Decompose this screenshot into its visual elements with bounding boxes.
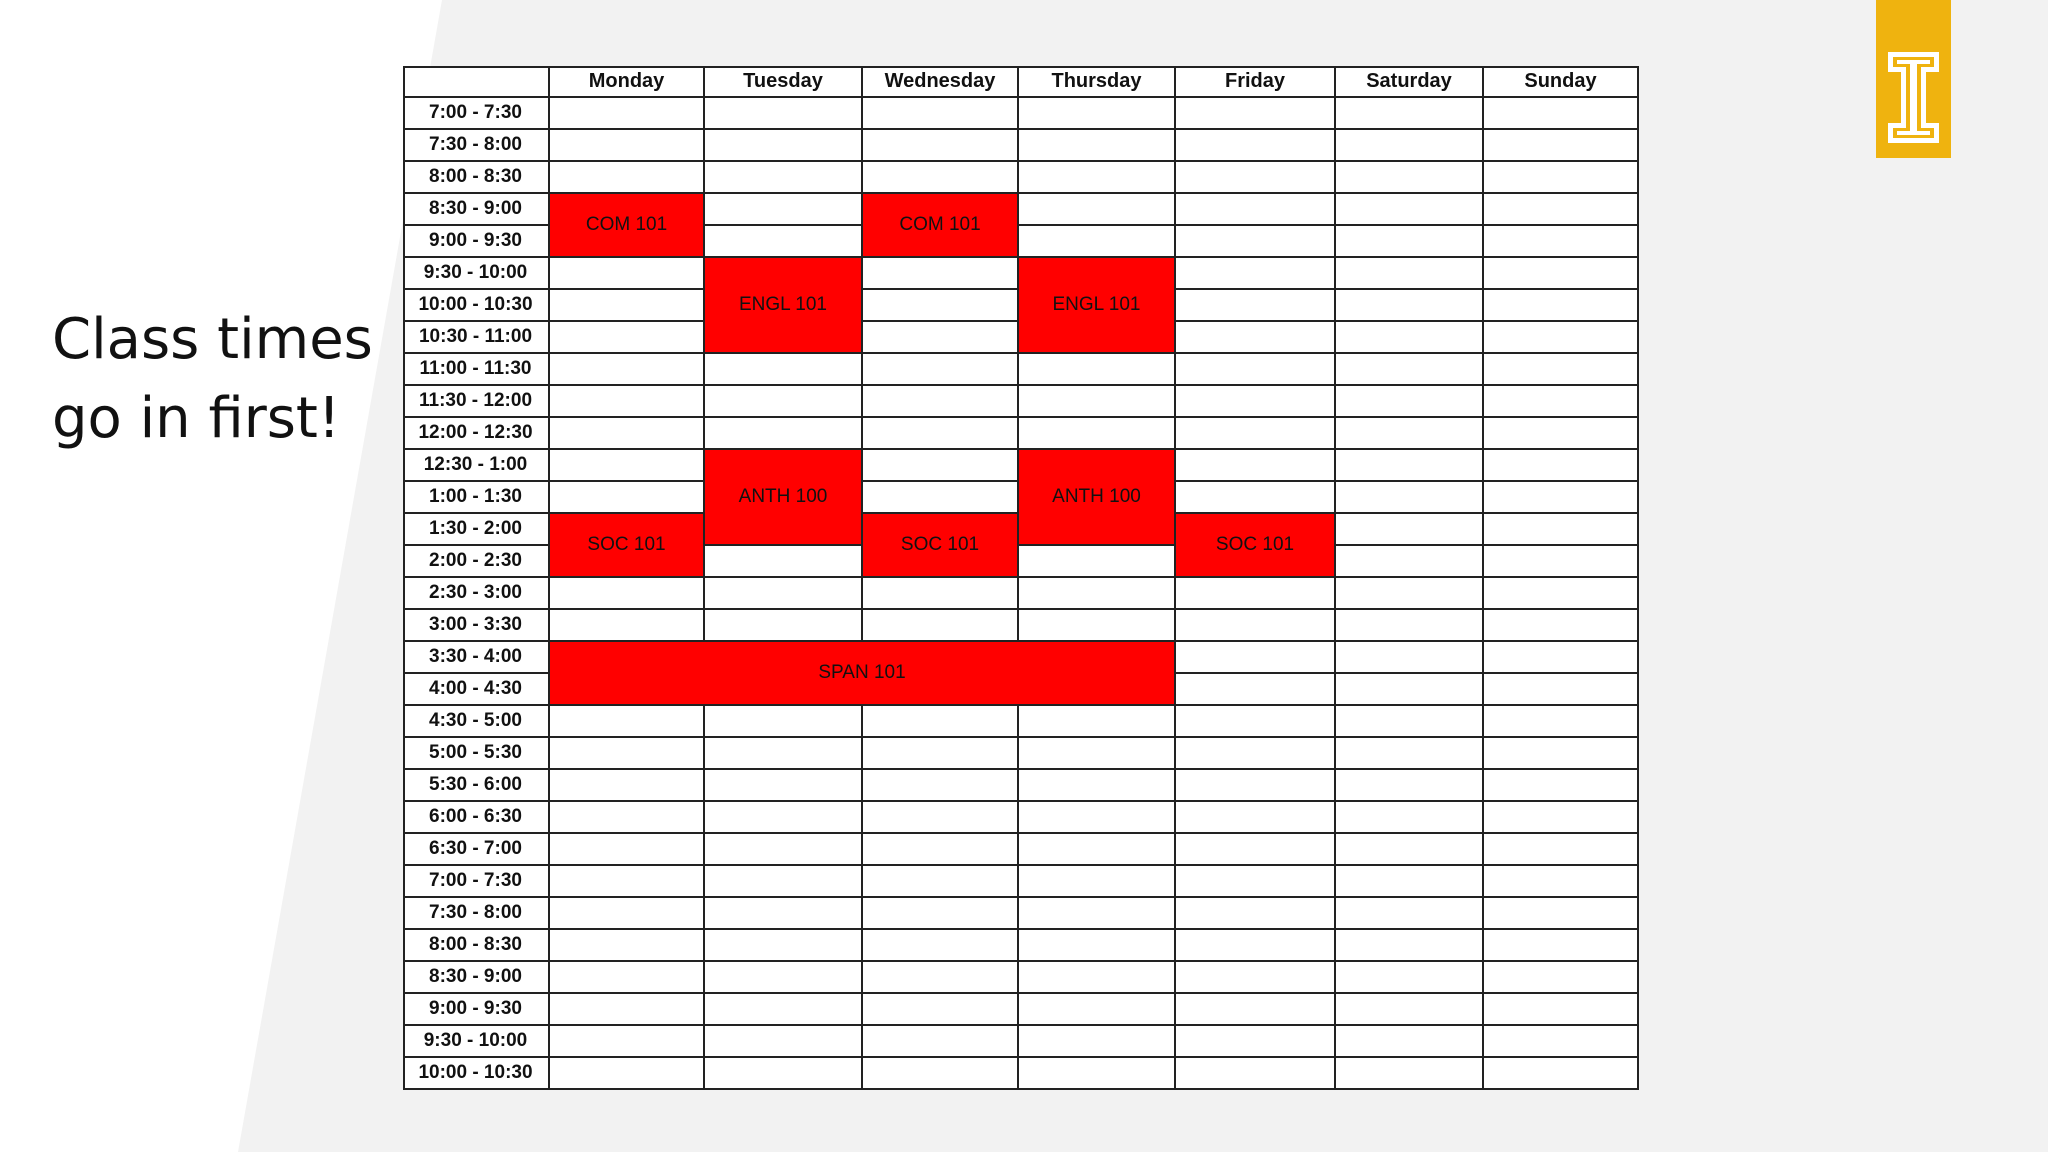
schedule-cell — [1484, 258, 1639, 290]
schedule-cell — [1336, 514, 1484, 546]
schedule-cell — [1484, 706, 1639, 738]
schedule-cell — [705, 1026, 863, 1058]
time-slot-label: 2:00 - 2:30 — [403, 546, 550, 578]
schedule-cell — [1336, 802, 1484, 834]
schedule-cell — [863, 386, 1019, 418]
logo-badge — [1876, 0, 1951, 158]
schedule-cell — [550, 162, 705, 194]
schedule-cell — [1176, 994, 1336, 1026]
schedule-cell — [1336, 98, 1484, 130]
schedule-cell — [705, 386, 863, 418]
time-slot-label: 1:00 - 1:30 — [403, 482, 550, 514]
schedule-cell — [1484, 642, 1639, 674]
schedule-cell — [550, 578, 705, 610]
schedule-cell — [1336, 130, 1484, 162]
schedule-cell — [1336, 290, 1484, 322]
time-slot-label: 5:30 - 6:00 — [403, 770, 550, 802]
time-slot-label: 8:00 - 8:30 — [403, 162, 550, 194]
schedule-cell — [1484, 546, 1639, 578]
schedule-cell — [863, 130, 1019, 162]
schedule-cell — [1019, 1058, 1176, 1090]
class-block: SOC 101 — [863, 514, 1019, 578]
schedule-cell — [550, 706, 705, 738]
time-slot-label: 6:00 - 6:30 — [403, 802, 550, 834]
schedule-cell — [1336, 418, 1484, 450]
schedule-cell — [1176, 450, 1336, 482]
schedule-cell — [550, 802, 705, 834]
schedule-cell — [1019, 130, 1176, 162]
schedule-cell — [550, 130, 705, 162]
schedule-cell — [1176, 898, 1336, 930]
schedule-cell — [1336, 962, 1484, 994]
schedule-cell — [1019, 802, 1176, 834]
schedule-cell — [1176, 706, 1336, 738]
schedule-cell — [1176, 322, 1336, 354]
schedule-cell — [1484, 450, 1639, 482]
schedule-cell — [1336, 610, 1484, 642]
schedule-cell — [1336, 162, 1484, 194]
schedule-cell — [1484, 770, 1639, 802]
schedule-cell — [705, 802, 863, 834]
schedule-cell — [1336, 322, 1484, 354]
schedule-cell — [1019, 898, 1176, 930]
schedule-cell — [550, 450, 705, 482]
class-block: COM 101 — [863, 194, 1019, 258]
schedule-cell — [1484, 674, 1639, 706]
schedule-cell — [1484, 130, 1639, 162]
schedule-cell — [1019, 770, 1176, 802]
schedule-cell — [550, 354, 705, 386]
class-block: SOC 101 — [1176, 514, 1336, 578]
schedule-cell — [1484, 802, 1639, 834]
block-letter-i-logo-icon — [1886, 50, 1941, 145]
day-header-sunday: Sunday — [1484, 66, 1639, 98]
schedule-cell — [863, 322, 1019, 354]
schedule-cell — [1019, 866, 1176, 898]
schedule-cell — [1019, 706, 1176, 738]
slide-title — [52, 300, 382, 458]
schedule-cell — [1176, 770, 1336, 802]
schedule-cell — [1176, 482, 1336, 514]
schedule-cell — [1176, 258, 1336, 290]
schedule-cell — [705, 738, 863, 770]
schedule-cell — [1176, 962, 1336, 994]
class-block: ANTH 100 — [705, 450, 863, 546]
schedule-cell — [863, 418, 1019, 450]
schedule-cell — [863, 994, 1019, 1026]
schedule-cell — [863, 578, 1019, 610]
schedule-cell — [1484, 514, 1639, 546]
schedule-cell — [1336, 738, 1484, 770]
class-block: ANTH 100 — [1019, 450, 1176, 546]
schedule-cell — [1336, 866, 1484, 898]
time-slot-label: 9:30 - 10:00 — [403, 258, 550, 290]
schedule-cell — [1019, 962, 1176, 994]
schedule-cell — [1176, 930, 1336, 962]
schedule-cell — [1484, 162, 1639, 194]
schedule-cell — [863, 162, 1019, 194]
schedule-cell — [705, 610, 863, 642]
slide-title-line-1: Class times — [52, 307, 373, 372]
class-block: SOC 101 — [550, 514, 705, 578]
day-header-thursday: Thursday — [1019, 66, 1176, 98]
schedule-cell — [705, 930, 863, 962]
schedule-cell — [1019, 98, 1176, 130]
schedule-cell — [1336, 1026, 1484, 1058]
schedule-cell — [1019, 418, 1176, 450]
schedule-cell — [1019, 994, 1176, 1026]
schedule-cell — [1176, 674, 1336, 706]
schedule-cell — [705, 962, 863, 994]
schedule-cell — [705, 162, 863, 194]
schedule-cell — [550, 322, 705, 354]
time-slot-label: 12:00 - 12:30 — [403, 418, 550, 450]
schedule-cell — [1336, 898, 1484, 930]
schedule-cell — [1336, 386, 1484, 418]
class-block: SPAN 101 — [550, 642, 1176, 706]
schedule-cell — [1019, 546, 1176, 578]
schedule-cell — [1484, 98, 1639, 130]
schedule-cell — [863, 354, 1019, 386]
schedule-cell — [1336, 642, 1484, 674]
schedule-cell — [863, 1026, 1019, 1058]
schedule-cell — [863, 258, 1019, 290]
time-slot-label: 9:00 - 9:30 — [403, 226, 550, 258]
time-slot-label: 1:30 - 2:00 — [403, 514, 550, 546]
time-slot-label: 2:30 - 3:00 — [403, 578, 550, 610]
schedule-cell — [1176, 738, 1336, 770]
schedule-cell — [705, 194, 863, 226]
schedule-cell — [1336, 1058, 1484, 1090]
schedule-cell — [550, 770, 705, 802]
schedule-cell — [863, 290, 1019, 322]
schedule-cell — [1336, 354, 1484, 386]
schedule-cell — [1484, 866, 1639, 898]
schedule-cell — [863, 450, 1019, 482]
schedule-cell — [1176, 1026, 1336, 1058]
schedule-cell — [550, 1058, 705, 1090]
class-block: ENGL 101 — [1019, 258, 1176, 354]
schedule-cell — [550, 418, 705, 450]
schedule-cell — [1019, 610, 1176, 642]
schedule-cell — [1484, 994, 1639, 1026]
time-slot-label: 10:30 - 11:00 — [403, 322, 550, 354]
schedule-cell — [1336, 674, 1484, 706]
class-block: COM 101 — [550, 194, 705, 258]
schedule-cell — [1336, 258, 1484, 290]
time-slot-label: 6:30 - 7:00 — [403, 834, 550, 866]
schedule-cell — [550, 738, 705, 770]
schedule-cell — [1484, 738, 1639, 770]
schedule-cell — [863, 962, 1019, 994]
schedule-cell — [1176, 130, 1336, 162]
schedule-cell — [550, 834, 705, 866]
schedule-cell — [863, 738, 1019, 770]
schedule-cell — [863, 898, 1019, 930]
schedule-cell — [1176, 866, 1336, 898]
time-slot-label: 8:00 - 8:30 — [403, 930, 550, 962]
weekly-schedule-grid — [403, 66, 1639, 1090]
schedule-cell — [1336, 194, 1484, 226]
schedule-cell — [550, 290, 705, 322]
schedule-cell — [1484, 930, 1639, 962]
class-block: ENGL 101 — [705, 258, 863, 354]
schedule-cell — [863, 834, 1019, 866]
day-header-tuesday: Tuesday — [705, 66, 863, 98]
schedule-cell — [1176, 418, 1336, 450]
schedule-cell — [705, 898, 863, 930]
time-slot-label: 10:00 - 10:30 — [403, 290, 550, 322]
day-header-friday: Friday — [1176, 66, 1336, 98]
schedule-cell — [1176, 290, 1336, 322]
schedule-cell — [1176, 354, 1336, 386]
schedule-cell — [1336, 706, 1484, 738]
schedule-cell — [1484, 322, 1639, 354]
schedule-cell — [1484, 834, 1639, 866]
schedule-cell — [550, 994, 705, 1026]
schedule-cell — [550, 98, 705, 130]
time-slot-label: 4:00 - 4:30 — [403, 674, 550, 706]
schedule-cell — [1336, 834, 1484, 866]
schedule-cell — [1019, 578, 1176, 610]
time-slot-label: 11:30 - 12:00 — [403, 386, 550, 418]
schedule-cell — [1484, 386, 1639, 418]
schedule-cell — [1484, 290, 1639, 322]
schedule-cell — [705, 226, 863, 258]
schedule-cell — [1336, 770, 1484, 802]
schedule-cell — [705, 578, 863, 610]
schedule-cell — [1019, 226, 1176, 258]
schedule-cell — [550, 610, 705, 642]
schedule-cell — [863, 98, 1019, 130]
schedule-cell — [1176, 802, 1336, 834]
schedule-cell — [863, 802, 1019, 834]
schedule-cell — [1176, 1058, 1336, 1090]
schedule-cell — [550, 1026, 705, 1058]
schedule-cell — [705, 130, 863, 162]
schedule-cell — [705, 770, 863, 802]
time-slot-label: 3:30 - 4:00 — [403, 642, 550, 674]
time-slot-label: 7:00 - 7:30 — [403, 866, 550, 898]
schedule-cell — [705, 706, 863, 738]
schedule-cell — [550, 930, 705, 962]
day-header-saturday: Saturday — [1336, 66, 1484, 98]
schedule-cell — [863, 770, 1019, 802]
schedule-cell — [1484, 610, 1639, 642]
schedule-cell — [705, 994, 863, 1026]
schedule-cell — [550, 866, 705, 898]
schedule-cell — [550, 482, 705, 514]
schedule-cell — [1176, 226, 1336, 258]
schedule-cell — [1336, 482, 1484, 514]
schedule-cell — [1484, 1058, 1639, 1090]
schedule-cell — [1019, 1026, 1176, 1058]
schedule-cell — [550, 386, 705, 418]
schedule-cell — [1336, 450, 1484, 482]
time-slot-label: 7:00 - 7:30 — [403, 98, 550, 130]
schedule-cell — [550, 898, 705, 930]
schedule-cell — [1336, 994, 1484, 1026]
schedule-cell — [1176, 642, 1336, 674]
schedule-cell — [550, 258, 705, 290]
schedule-cell — [1019, 162, 1176, 194]
schedule-cell — [1484, 1026, 1639, 1058]
time-slot-label: 7:30 - 8:00 — [403, 898, 550, 930]
schedule-cell — [1019, 834, 1176, 866]
schedule-cell — [1176, 386, 1336, 418]
schedule-cell — [1484, 194, 1639, 226]
schedule-cell — [1176, 578, 1336, 610]
schedule-cell — [1019, 386, 1176, 418]
time-slot-label: 9:30 - 10:00 — [403, 1026, 550, 1058]
schedule-cell — [1176, 194, 1336, 226]
schedule-cell — [1019, 930, 1176, 962]
time-slot-label: 8:30 - 9:00 — [403, 194, 550, 226]
schedule-cell — [1176, 834, 1336, 866]
schedule-cell — [863, 706, 1019, 738]
schedule-cell — [705, 866, 863, 898]
schedule-cell — [1336, 578, 1484, 610]
schedule-cell — [863, 610, 1019, 642]
time-slot-label: 4:30 - 5:00 — [403, 706, 550, 738]
slide-title-line-2: go in first! — [52, 386, 341, 451]
schedule-cell — [1336, 930, 1484, 962]
time-slot-label: 5:00 - 5:30 — [403, 738, 550, 770]
schedule-cell — [550, 962, 705, 994]
time-slot-label: 3:00 - 3:30 — [403, 610, 550, 642]
time-slot-label: 9:00 - 9:30 — [403, 994, 550, 1026]
schedule-cell — [1336, 546, 1484, 578]
schedule-cell — [1484, 354, 1639, 386]
schedule-cell — [1176, 162, 1336, 194]
schedule-cell — [705, 1058, 863, 1090]
schedule-cell — [863, 930, 1019, 962]
schedule-cell — [1019, 194, 1176, 226]
time-slot-label: 11:00 - 11:30 — [403, 354, 550, 386]
schedule-cell — [1176, 610, 1336, 642]
day-header-wednesday: Wednesday — [863, 66, 1019, 98]
schedule-cell — [1484, 482, 1639, 514]
schedule-cell — [863, 482, 1019, 514]
schedule-cell — [1019, 738, 1176, 770]
schedule-cell — [705, 546, 863, 578]
day-header-monday: Monday — [550, 66, 705, 98]
schedule-cell — [863, 866, 1019, 898]
schedule-cell — [1484, 578, 1639, 610]
schedule-cell — [705, 354, 863, 386]
schedule-corner-cell — [403, 66, 550, 98]
schedule-cell — [863, 1058, 1019, 1090]
schedule-cell — [1336, 226, 1484, 258]
schedule-cell — [1019, 354, 1176, 386]
schedule-cell — [705, 418, 863, 450]
schedule-cell — [1484, 226, 1639, 258]
schedule-cell — [1484, 962, 1639, 994]
schedule-cell — [1484, 418, 1639, 450]
schedule-cell — [705, 98, 863, 130]
schedule-cell — [1176, 98, 1336, 130]
time-slot-label: 12:30 - 1:00 — [403, 450, 550, 482]
schedule-cell — [705, 834, 863, 866]
time-slot-label: 7:30 - 8:00 — [403, 130, 550, 162]
time-slot-label: 8:30 - 9:00 — [403, 962, 550, 994]
schedule-cell — [1484, 898, 1639, 930]
time-slot-label: 10:00 - 10:30 — [403, 1058, 550, 1090]
